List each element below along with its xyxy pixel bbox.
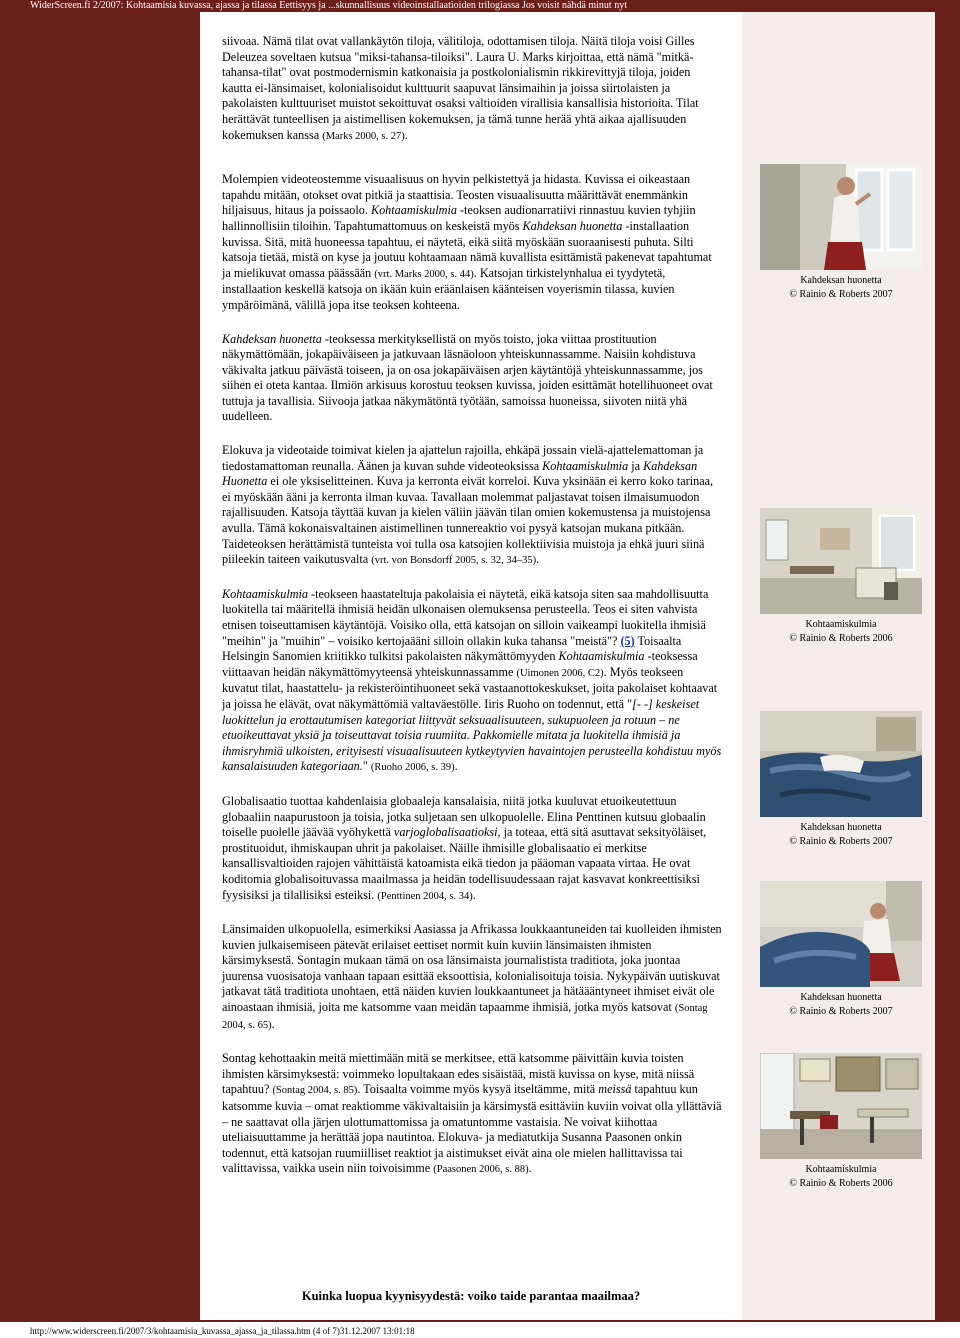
paragraph-6: Globalisaatio tuottaa kahdenlaisia globaaleja kansalaisia, niitä jotka kuuluvat etuoikeutettuun globaaliin naapurustoon ja toisia, jotka suljetaan sen ulkopuolelle. Elina Penttinen kutsuu globaalin toiselle puolelle jäävää vyöhykettä varjoglobalisaatioksi, ja toteaa, että sitä asuttavat seksityöläiset, prostituoidut, ihmiskaupan uhrit ja pakolaiset. Näille ihmisille globalisaatio ei merkitse kansallisvaltioiden rajojen vähittäistä katoamista eikä tiedon ja pääoman vapaata virtaa. He ovat koditomia globalisoituvassa maailmassa ja heidän todellisuudessaan rajat kasvavat konkreettisiksi fyysisiksi ja tilallisiksi esteiksi. (Penttinen 2004, s. 34). — [222, 793, 707, 902]
figure-credit: © Rainio & Roberts 2007 — [789, 836, 893, 847]
browser-footer-bar — [0, 1322, 960, 1338]
figure-credit: © Rainio & Roberts 2006 — [789, 633, 893, 644]
browser-header-title: WiderScreen.fi 2/2007: Kohtaamisia kuvassa, ajassa ja tilassa Eettisyys ja ...skunnallisuus videoinstallaatioiden trilogiassa Jos voisit nähdä minut nyt — [30, 0, 627, 11]
citation: (Sontag 2004, s. 65) — [222, 1003, 708, 1031]
term: varjoglobalisaatioksi, — [393, 825, 501, 840]
figure-caption: Kahdeksan huonetta — [800, 275, 882, 286]
work-title: Kohtaamiskulmia — [558, 649, 645, 664]
article-body — [222, 34, 722, 1196]
photo-woman-bed[interactable] — [760, 881, 922, 987]
paragraph-1: siivoaa. Nämä tilat ovat vallankäytön tiloja, välitiloja, odottamisen tiloja. Näitä tiloja voisi Gilles Deleuzea soveltaen kutsua "miksi-tahansa-tiloiksi". Laura U. Marks kirjoittaa, että nämä "mitkä-tahansa-tilat" ovat postmodernismin katkonaisia ja postkolonialismin rikkirevittyjä tiloja, joiden kautta ei-länsimaiset, kolonialisoidut kulttuurit saapuvat länsimaihin ja joissa siirtolaisten ja pakolaisten kulttuuriset muistot sekoittuvat osaksi valtioiden virallisia kansallisia historioita. Tilat herättävät tunteellisen ja aistimellisen kokemuksen, ja tämä tunne herää yhtä aikaa ajallisuuden kokemuksen kanssa (Marks 2000, s. 27). — [222, 34, 699, 142]
work-title: Kahdeksan huonetta — [222, 331, 322, 346]
citation: (vrt. von Bonsdorff 2005, s. 32, 34–35) — [371, 555, 537, 567]
citation: (Ruoho 2006, s. 39) — [370, 762, 455, 774]
figure-2 — [760, 508, 922, 646]
paragraph-5: Kohtaamiskulmia -teokseen haastateltuja pakolaisia ei näytetä, eikä katsoja siten saa mahdollisuutta luokitella tai määritellä ihmisiä heidän ulkonaisen olemuksensa perusteella. Teos ei siten vahvista etnisen toiseuttamisen käytäntöjä. Voisiko olla, että katsojan on silloin vaikeampi luokitella ihmisiä "meihin" ja "muihin" – voisiko kertojaääni silloin ollakin kuka tahansa "meistä"? (5) Toisaalta Helsingin Sanomien kriitikko tulkitsi pakolaisten näkymättömyyden Kohtaamiskulmia -teoksessa viittaavan heidän näkymättömyyteensä yhteiskunnassamme (Uimonen 2006, C2). Myös teokseen kuvatut tilat, haastattelu- ja rekisteröintihuoneet sekä vastaanottokeskukset, joita pakolaiset kohtaavat ja joissa he elävät, ovat näkymättömiä valtaväestölle. Iiris Ruoho on todennut, että "[- -] keskeiset luokittelun ja erottautumisen kategoriat liittyvät seksuaalisuuteen, sukupuoleen ja rotuun – ne etuoikeuttavat yksiä ja toiseuttavat toisia ruumiita. Pakkomielle mitata ja luokitella ihmisiä ja ihmisryhmiä ulkoisten, erityisesti visuaalisuuteen kytkeytyvien havaintojen perusteella kohdistuu myös kansalaisuuden kategoriaan." (Ruoho 2006, s. 39). — [222, 586, 722, 774]
citation: (Penttinen 2004, s. 34) — [377, 890, 473, 902]
figure-1 — [760, 164, 922, 302]
browser-header-bar — [0, 0, 960, 12]
figure-credit: © Rainio & Roberts 2006 — [789, 1178, 893, 1189]
work-title: Kohtaamiskulmia — [370, 203, 457, 218]
photo-classroom[interactable] — [760, 1053, 922, 1159]
citation: (Paasonen 2006, s. 88) — [433, 1164, 529, 1176]
figure-caption: Kahdeksan huonetta — [800, 822, 882, 833]
photo-unmade-bed[interactable] — [760, 711, 922, 817]
citation: (Uimonen 2006, C2) — [516, 667, 604, 679]
emphasis: meissä — [598, 1082, 632, 1097]
figure-caption: Kohtaamiskulmia — [805, 1164, 877, 1175]
citation: (Marks 2000, s. 27) — [322, 130, 405, 142]
citation: (vrt. Marks 2000, s. 44) — [374, 268, 474, 280]
paragraph-2: Molempien videoteostemme visuaalisuus on hyvin pelkistettyä ja hidasta. Kuvissa ei oikeastaan tapahdu mitään, otokset ovat pitkiä ja staattisia. Teosten visuaalisuutta määrittävät enemmänkin hiljaisuus, hitaus ja poissaolo. Kohtaamiskulmia -teoksen audionarratiivi rinnastuu kuvien tyhjiin hallinnollisiin tiloihin. Tapahtumattomuus on keskeistä myös Kahdeksan huonetta -installaation kuvissa. Sitä, mitä huoneessa tapahtuu, ei näytetä, eikä siitä myöskään suoraanisesti puhuta. Silti katsoja tietää, mistä on kyse ja joutuu kohtaamaan nämä kuvallista esittämistä pakenevat tapahtumat ja mielikuvat omassa päässään (vrt. Marks 2000, s. 44). Katsojan tirkistelynhalua ei tyydytetä, installaation keskellä katsoja on ikään kuin eräänlaisen käänteisen voyerismin tilassa, kuvien ympäröimänä, välillä jopa itse teoksen kohteena. — [222, 172, 712, 312]
citation: (Sontag 2004, s. 85) — [272, 1085, 358, 1097]
work-title: Kahdeksan Huonetta — [222, 458, 698, 489]
paragraph-7: Länsimaiden ulkopuolella, esimerkiksi Aasiassa ja Afrikassa loukkaantuneiden tai kuolleiden ihmisten kuvien julkaisemiseen pätevät erilaiset eettiset normit kuin kuviin länsimaisten ihmisten kärsimyksestä. Sontagin mukaan tämä on osa länsimaista journalistista traditiota, joka juontaa juurensa vuosisatoja vanhaan tapaan esittää eksoottisia, kolonialisoituja toisia. Nykypäivän uutiskuvat jatkavat tätä traditiota unohtaen, että näiden kuvien loukkaantuneet ja hätäääntyneet ihmiset eivät ole ainoastaan ihmisiä, joita me katsomme vaan meidän tapaamme ihmisiä, jotka myös katsovat (Sontag 2004, s. 65). — [222, 922, 722, 1031]
work-title: Kahdeksan huonetta — [522, 218, 623, 233]
work-title: Kohtaamiskulmia — [542, 458, 629, 473]
page-url-footer: http://www.widerscreen.fi/2007/3/kohtaamisia_kuvassa_ajassa_ja_tilassa.htm (4 of 7)31.12.2007 13:01:18 — [30, 1326, 415, 1336]
photo-office-room[interactable] — [760, 508, 922, 614]
figure-credit: © Rainio & Roberts 2007 — [789, 1006, 893, 1017]
quotation: [- -] keskeiset luokittelun ja erottautumisen kategoriat liittyvät seksuaalisuuteen, sukupuoleen ja rotuun – ne etuoikeuttavat yksiä ja toiseuttavat toisia ruumiita. Pakkomielle mitata ja luokitella ihmisiä ja ihmisryhmiä ulkoisten, erityisesti visuaalisuuteen kytkeytyvien havaintojen perusteella kohdistuu myös kansalaisuuden kategoriaan. — [222, 696, 722, 774]
figure-credit: © Rainio & Roberts 2007 — [789, 289, 893, 300]
figure-3 — [760, 711, 922, 849]
figure-caption: Kahdeksan huonetta — [800, 992, 882, 1003]
paragraph-8: Sontag kehottaakin meitä miettimään mitä se merkitsee, että katsomme päivittäin kuvia toisten ihmisten kärsimyksestä: voimmeko lopultakaan edes sisäistää, mistä kuvissa on kyse, mitä niissä tapahtuu? (Sontag 2004, s. 85). Toisaalta voimme myös kysyä itseltämme, mitä meissä tapahtuu kun katsomme kuvia – omat reaktiomme väkivaltaisiin ja kärsimystä esittäviin kuviin voivat olla yllättäviä – ne saattavat olla järjen ulottumattomissa ja omatuntomme vastaisia. Ne voivat kiihottaa uteliaisuuttamme ja herättää jopa nautintoa. Elokuva- ja mediatutkija Susanna Paasonen onkin todennut, että katsojan ruumiilliset reaktiot ja aistimukset eivät aina ole mielen hallittavissa tai valittavissa, vaikka usein niin toivoisimme (Paasonen 2006, s. 88). — [222, 1051, 722, 1176]
figure-caption: Kohtaamiskulmia — [805, 619, 877, 630]
footnote-link-5[interactable]: (5) — [620, 633, 635, 648]
section-heading: Kuinka luopua kyynisyydestä: voiko taide parantaa maailmaa? — [301, 1289, 641, 1303]
photo-woman-window[interactable] — [760, 164, 922, 270]
paragraph-3: Kahdeksan huonetta -teoksessa merkityksellistä on myös toisto, joka viittaa prostituution näkymättömään, jokapäiväiseen ja jatkuvaan läsnäoloon yhteiskunnassamme. Naisiin kohdistuva väkivalta jatkuu päivästä toiseen, ja on osa jokapäiväisen arjen käytäntöjä yhteiskunnassamme, jos siihen ei oteta kantaa. Ilmiön arkisuus korostuu teoksen kuvissa, joiden esittämät hotellihuoneet ovat tuttuja ja tavallisia. Siivooja jatkaa näkymätöntä työtään, samoissa huoneissa, siivoten niitä yhä uudelleen. — [222, 331, 713, 424]
work-title: Kohtaamiskulmia — [222, 586, 308, 601]
paragraph-4: Elokuva ja videotaide toimivat kielen ja ajattelun rajoilla, ehkäpä jossain vielä-ajattelemattoman ja tiedostamattoman reunalla. Äänen ja kuvan suhde videoteoksissa Kohtaamiskulmia ja Kahdeksan Huonetta ei ole yksiselitteinen. Kuva ja kerronta eivät korreloi. Kuva yksinään ei kerro koko tarinaa, ei myöskään ääni ja kerronta ilman kuvaa. Tavallaan molemmat paljastavat toisen ilmaisumuodon rajallisuuden. Katsoja täyttää kuvan ja kielen väliin jäävän tilan omien kokemustensa ja muistojensa avulla. Tämä kokonaisvaltainen aistimellinen tunnereaktio voi pysyä katsojan mukana pitkään. Taideteoksen herättämistä tunteista voi tulla osa katsojien kollektiivisia muistoja ja ehkä juuri siinä piileekin taiteen vaikutusvalta (vrt. von Bonsdorff 2005, s. 32, 34–35). — [222, 443, 714, 567]
figure-4 — [760, 881, 922, 1019]
figure-5 — [760, 1053, 922, 1191]
